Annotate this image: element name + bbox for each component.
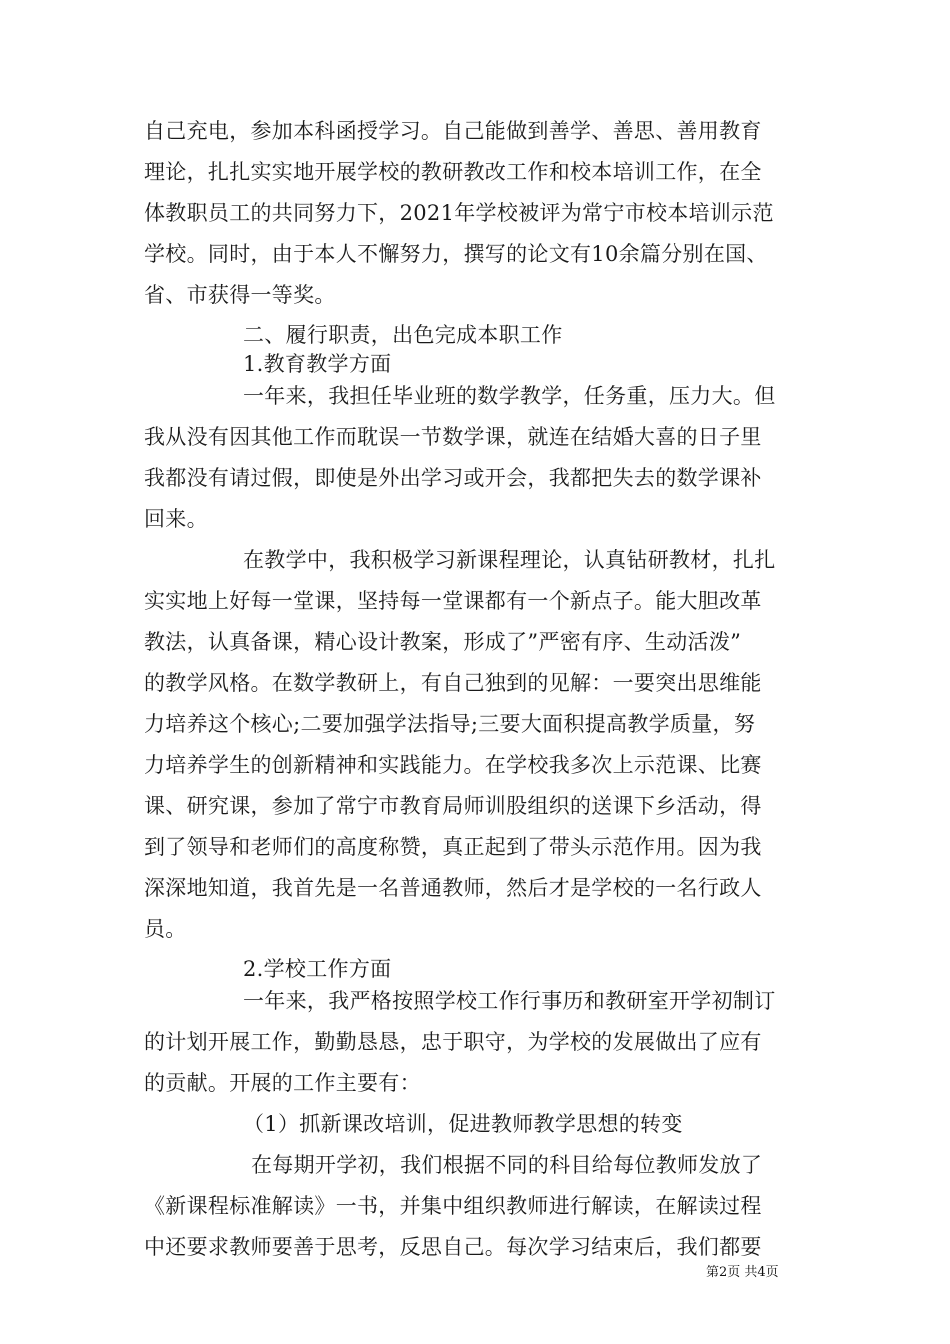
- text-line: 自己充电，参加本科函授学习。自己能做到善学、善思、善用教育: [144, 119, 762, 143]
- text-line: 省、市获得一等奖。: [144, 283, 336, 307]
- text-line: 在每期开学初，我们根据不同的科目给每位教师发放了: [251, 1153, 763, 1177]
- text-line: 体教职员工的共同努力下，2021年学校被评为常宁市校本培训示范: [144, 201, 774, 225]
- text-line: 《新课程标准解读》一书，并集中组织教师进行解读，在解读过程: [144, 1194, 762, 1218]
- text-line: 深深地知道，我首先是一名普通教师，然后才是学校的一名行政人: [144, 876, 762, 900]
- text-line: 我都没有请过假，即使是外出学习或开会，我都把失去的数学课补: [144, 466, 762, 490]
- text-line: 回来。: [144, 507, 208, 531]
- text-line: 到了领导和老师们的高度称赞，真正起到了带头示范作用。因为我: [144, 835, 762, 859]
- text-line: 的贡献。开展的工作主要有：: [144, 1071, 421, 1095]
- text-line: 教法，认真备课，精心设计教案，形成了”严密有序、生动活泼”: [144, 630, 742, 654]
- section-heading: 二、履行职责，出色完成本职工作: [243, 323, 563, 347]
- subsection-heading: 1.教育教学方面: [243, 352, 392, 376]
- subsection-heading: 2.学校工作方面: [243, 957, 392, 981]
- text-line: 理论，扎扎实实地开展学校的教研教改工作和校本培训工作，在全: [144, 160, 762, 184]
- text-line: 课、研究课，参加了常宁市教育局师训股组织的送课下乡活动，得: [144, 794, 762, 818]
- text-line: 在教学中，我积极学习新课程理论，认真钻研教材，扎扎: [243, 548, 776, 572]
- text-line: 中还要求教师要善于思考，反思自己。每次学习结束后，我们都要: [144, 1235, 762, 1259]
- text-line: 员。: [144, 917, 187, 941]
- text-line: 一年来，我严格按照学校工作行事历和教研室开学初制订: [243, 989, 776, 1013]
- text-line: 实实地上好每一堂课，坚持每一堂课都有一个新点子。能大胆改革: [144, 589, 762, 613]
- text-line: 学校。同时，由于本人不懈努力，撰写的论文有10余篇分别在国、: [144, 242, 768, 266]
- text-line: 的教学风格。在数学教研上，有自己独到的见解：一要突出思维能: [144, 671, 762, 695]
- text-line: 力培养学生的创新精神和实践能力。在学校我多次上示范课、比赛: [144, 753, 762, 777]
- page-number: 第2页 共4页: [706, 1265, 779, 1280]
- text-line: 一年来，我担任毕业班的数学教学，任务重，压力大。但: [243, 384, 776, 408]
- text-line: 的计划开展工作，勤勤恳恳，忠于职守，为学校的发展做出了应有: [144, 1030, 762, 1054]
- subsection-heading: （1）抓新课改培训，促进教师教学思想的转变: [243, 1112, 683, 1136]
- text-line: 我从没有因其他工作而耽误一节数学课，就连在结婚大喜的日子里: [144, 425, 762, 449]
- text-line: 力培养这个核心;二要加强学法指导;三要大面积提高教学质量，努: [144, 712, 756, 736]
